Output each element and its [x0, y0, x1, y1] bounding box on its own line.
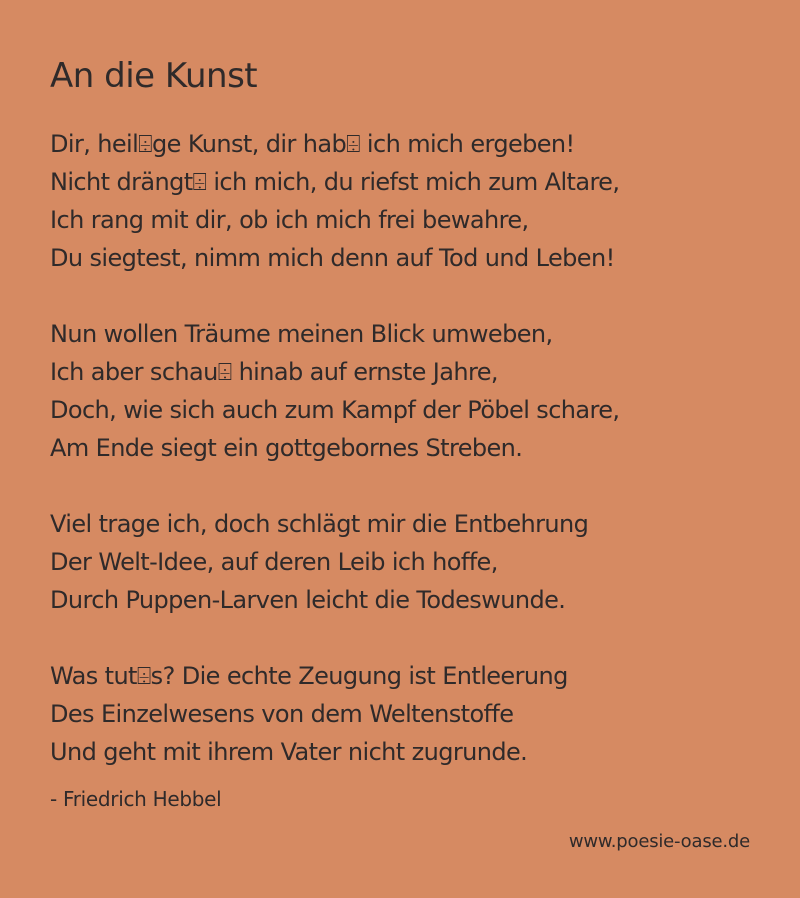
stanza-2 — [50, 315, 619, 467]
stanza-1 — [50, 125, 619, 277]
poem-line: Dir, heil⌹ge Kunst, dir hab⌹ ich mich ergeben! — [50, 130, 575, 158]
poem-line: Am Ende siegt ein gottgebornes Streben. — [50, 434, 523, 462]
stanza-4 — [50, 657, 568, 771]
poem-line: Was tut⌹s? Die echte Zeugung ist Entleerung — [50, 662, 568, 690]
stanza-3 — [50, 505, 588, 619]
poem-line: Ich rang mit dir, ob ich mich frei bewahre, — [50, 206, 529, 234]
poem-title: An die Kunst — [50, 56, 258, 96]
website-credit: www.poesie-oase.de — [568, 831, 750, 852]
poem-line: Des Einzelwesens von dem Weltenstoffe — [50, 700, 514, 728]
poem-line: Und geht mit ihrem Vater nicht zugrunde. — [50, 738, 528, 766]
poem-author: - Friedrich Hebbel — [50, 787, 222, 811]
poem-line: Durch Puppen-Larven leicht die Todeswunde. — [50, 586, 566, 614]
poem-line: Doch, wie sich auch zum Kampf der Pöbel schare, — [50, 396, 620, 424]
poem-line: Ich aber schau⌹ hinab auf ernste Jahre, — [50, 358, 498, 386]
poem-line: Viel trage ich, doch schlägt mir die Entbehrung — [50, 510, 589, 538]
poem-line: Nicht drängt⌹ ich mich, du riefst mich zum Altare, — [50, 168, 620, 196]
poem-line: Nun wollen Träume meinen Blick umweben, — [50, 320, 553, 348]
poem-line: Du siegtest, nimm mich denn auf Tod und Leben! — [50, 244, 615, 272]
poem-line: Der Welt-Idee, auf deren Leib ich hoffe, — [50, 548, 498, 576]
